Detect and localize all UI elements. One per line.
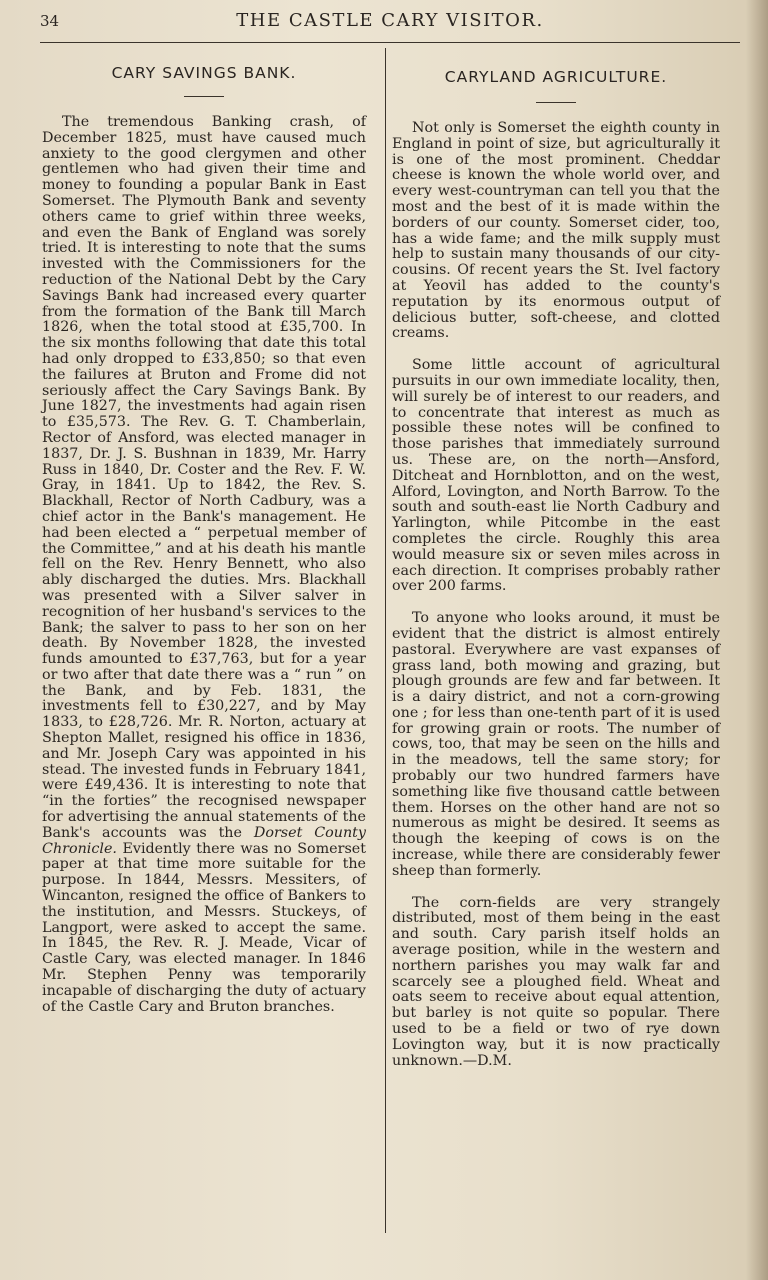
paragraph: Not only is Somerset the eighth county in England in point of size, but agriculturally it is one of the most prominent. Cheddar cheese is known the whole world over, and every west-countryman can tell you that the most and the best of it is made within the borders of our county. Somerset cider, too, has a wide fame; and the milk supply must help to sustain many thousands of our city-cousins. Of recent years the St. Ivel factory at Yeovil has added to the county's reputation by its enormous output of delicious butter, soft-cheese, and clotted creams. [392, 120, 720, 342]
column-divider [385, 48, 386, 1233]
article-title-savings-bank: CARY SAVINGS BANK. [111, 64, 297, 82]
body-text-part-2: Evidently there was no Somerset paper at that time more suitable for the purpose. In 1844, Messrs. Messiters, of Wincanton, resigned the office of Bankers to the institution, and Messrs. Stuckeys, of Langport, were asked to accept the same. In 1845, the Rev. R. J. Meade, Vicar of Castle Cary, was elected manager. In 1846 Mr. Stephen Penny was temporarily incapable of discharging the duty of actuary of the Castle Cary and Bruton branches. [42, 840, 366, 1015]
page-header [40, 10, 740, 40]
page-spine-shadow [746, 0, 768, 1280]
page-number: 34 [40, 12, 60, 30]
right-column [392, 48, 720, 1069]
title-rule-right [536, 102, 576, 103]
running-title: THE CASTLE CARY VISITOR. [236, 10, 544, 31]
paragraph: Some little account of agricultural pursuits in our own immediate locality, then, will surely be of interest to our readers, and to concentrate that interest as much as possible these notes will be confined to those parishes that immediately surround us. These are, on the north—Ansford, Ditcheat and Hornblotton, and on the west, Alford, Lovington, and North Barrow. To the south and south-east lie North Cadbury and Yarlington, while Pitcombe in the east completes the circle. Roughly this area would measure six or seven miles across in each direction. It comprises probably rather over 200 farms. [392, 357, 720, 595]
paragraph: To anyone who looks around, it must be evident that the district is almost entirely pastoral. Everywhere are vast expanses of grass land, both mowing and grazing, but plough grounds are few and far between. It is a dairy district, and not a corn-growing one ; for less than one-tenth part of it is used for growing grain or roots. The number of cows, too, that may be seen on the hills and in the meadows, tell the same story; for probably our two hundred farmers have something like five thousand cattle between them. Horses on the other hand are not so numerous as might be desired. It seems as though the keeping of cows is on the increase, while there are considerably fewer sheep than formerly. [392, 610, 720, 879]
body-text-part-1: The tremendous Banking crash, of December 1825, must have caused much anxiety to the good clergymen and other gentlemen who had given their time and money to founding a popular Bank in East Somerset. The Plymouth Bank and seventy others came to grief within three weeks, and even the Bank of England was sorely tried. It is interesting to note that the sums invested with the Commissioners for the reduction of the National Debt by the Cary Savings Bank had increased every quarter from the formation of the Bank till March 1826, when the total stood at £35,700. In the six months following that date this total had only dropped to £33,850; so that even the failures at Bruton and Frome did not seriously affect the Cary Savings Bank. By June 1827, the investments had again risen to £35,573. The Rev. G. T. Chamberlain, Rector of Ansford, was elected manager in 1837, Dr. J. S. Bushnan in 1839, Mr. Harry Russ in 1840, Dr. Coster and the Rev. F. W. Gray, in 1841. Up to 1842, the Rev. S. Blackhall, Rector of North Cadbury, was a chief actor in the Bank's management. He had been elected a “ perpetual member of the Committee,” and at his death his mantle fell on the Rev. Henry Bennett, who also ably discharged the duties. Mrs. Blackhall was presented with a Silver salver in recognition of her husband's services to the Bank; the salver to pass to her son on her death. By November 1828, the invested funds amounted to £37,763, but for a year or two after that date there was a “ run ” on the Bank, and by Feb. 1831, the investments fell to £30,227, and by May 1833, to £28,726. Mr. R. Norton, actuary at Shepton Mallet, resigned his office in 1836, and Mr. Joseph Cary was appointed in his stead. The invested funds in February 1841, were £49,436. It is interesting to note that “in the forties” the recognised newspaper for advertising the annual statements of the Bank's accounts was the [42, 114, 366, 841]
left-column [42, 48, 366, 1015]
title-rule-left [184, 96, 224, 97]
paragraph: The corn-fields are very strangely distributed, most of them being in the east and south. Cary parish itself holds an average position, while in the western and northern parishes you may walk far and scarcely see a ploughed field. Wheat and oats seem to receive about equal attention, but barley is not quite so popular. There used to be a field or two of rye down Lovington way, but it is now practically unknown.—D.M. [392, 894, 720, 1069]
article-body-savings-bank [42, 115, 366, 1015]
newspaper-title: Dorset County Chronicle. [42, 824, 366, 857]
article-title-agriculture: CARYLAND AGRICULTURE. [444, 68, 668, 86]
header-rule [40, 42, 740, 43]
